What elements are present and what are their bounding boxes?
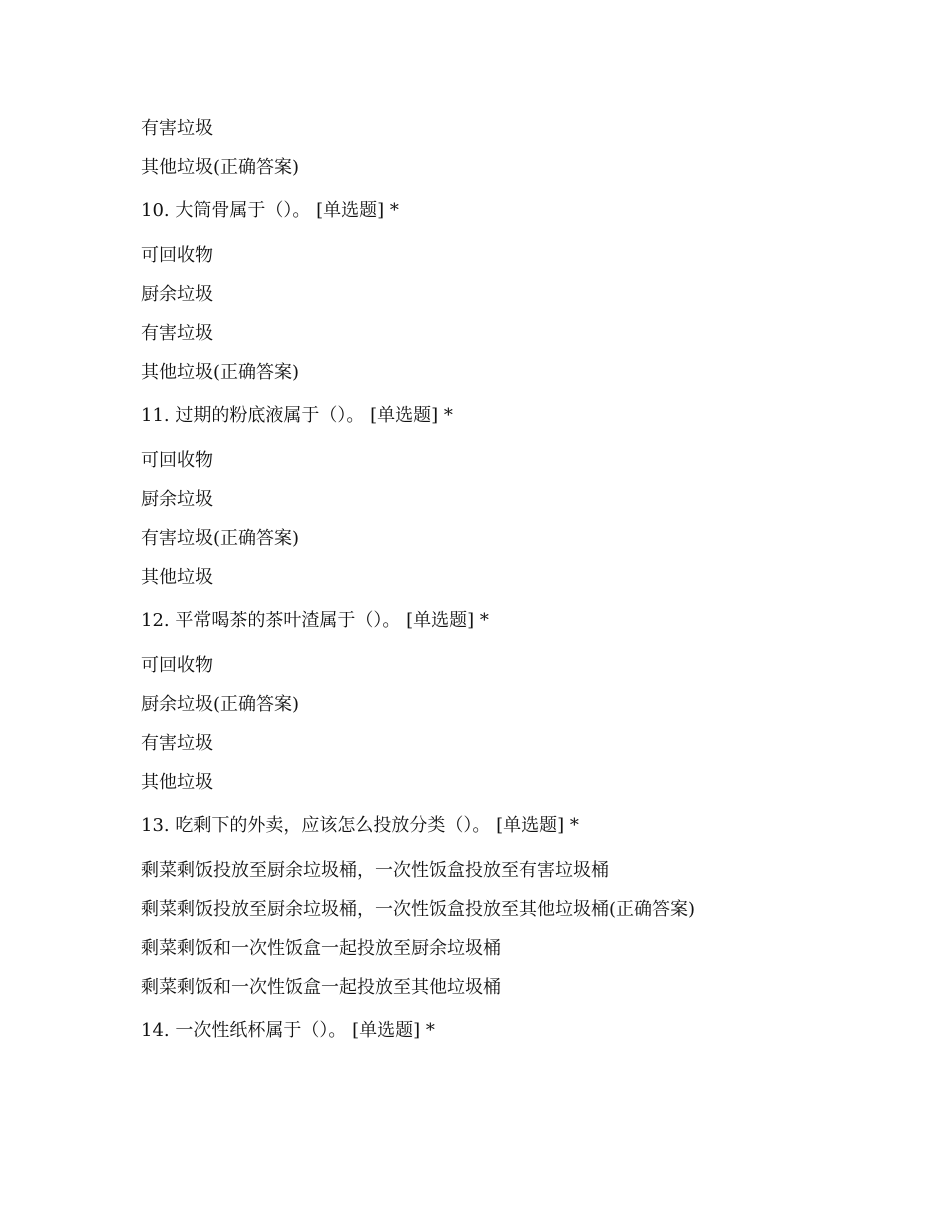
option-text: 可回收物	[141, 655, 213, 676]
option-text: 有害垃圾	[141, 323, 213, 344]
option-text: 有害垃圾	[141, 118, 213, 139]
option-text: 厨余垃圾	[141, 284, 213, 305]
option-text: 其他垃圾(正确答案)	[141, 362, 300, 383]
option-text: 其他垃圾	[141, 567, 213, 588]
option-text: 剩菜剩饭和一次性饭盒一起投放至厨余垃圾桶	[141, 938, 501, 959]
option-text: 剩菜剩饭投放至厨余垃圾桶，一次性饭盒投放至有害垃圾桶	[141, 860, 609, 881]
option-text: 有害垃圾(正确答案)	[141, 528, 300, 549]
question-title: 13. 吃剩下的外卖，应该怎么投放分类（）。 [单选题] *	[141, 815, 579, 836]
option-text: 剩菜剩饭投放至厨余垃圾桶，一次性饭盒投放至其他垃圾桶(正确答案)	[141, 899, 696, 920]
option-text: 其他垃圾	[141, 772, 213, 793]
option-text: 其他垃圾(正确答案)	[141, 157, 300, 178]
option-text: 剩菜剩饭和一次性饭盒一起投放至其他垃圾桶	[141, 977, 501, 998]
question-title: 14. 一次性纸杯属于（）。 [单选题] *	[141, 1020, 435, 1041]
option-text: 可回收物	[141, 245, 213, 266]
question-title: 10. 大筒骨属于（）。 [单选题] *	[141, 200, 399, 221]
document-page	[141, 117, 901, 1064]
option-text: 厨余垃圾(正确答案)	[141, 694, 300, 715]
option-text: 厨余垃圾	[141, 489, 213, 510]
option-text: 有害垃圾	[141, 733, 213, 754]
question-title: 11. 过期的粉底液属于（）。 [单选题] *	[141, 405, 453, 426]
option-text: 可回收物	[141, 450, 213, 471]
question-title: 12. 平常喝茶的茶叶渣属于（）。 [单选题] *	[141, 610, 489, 631]
